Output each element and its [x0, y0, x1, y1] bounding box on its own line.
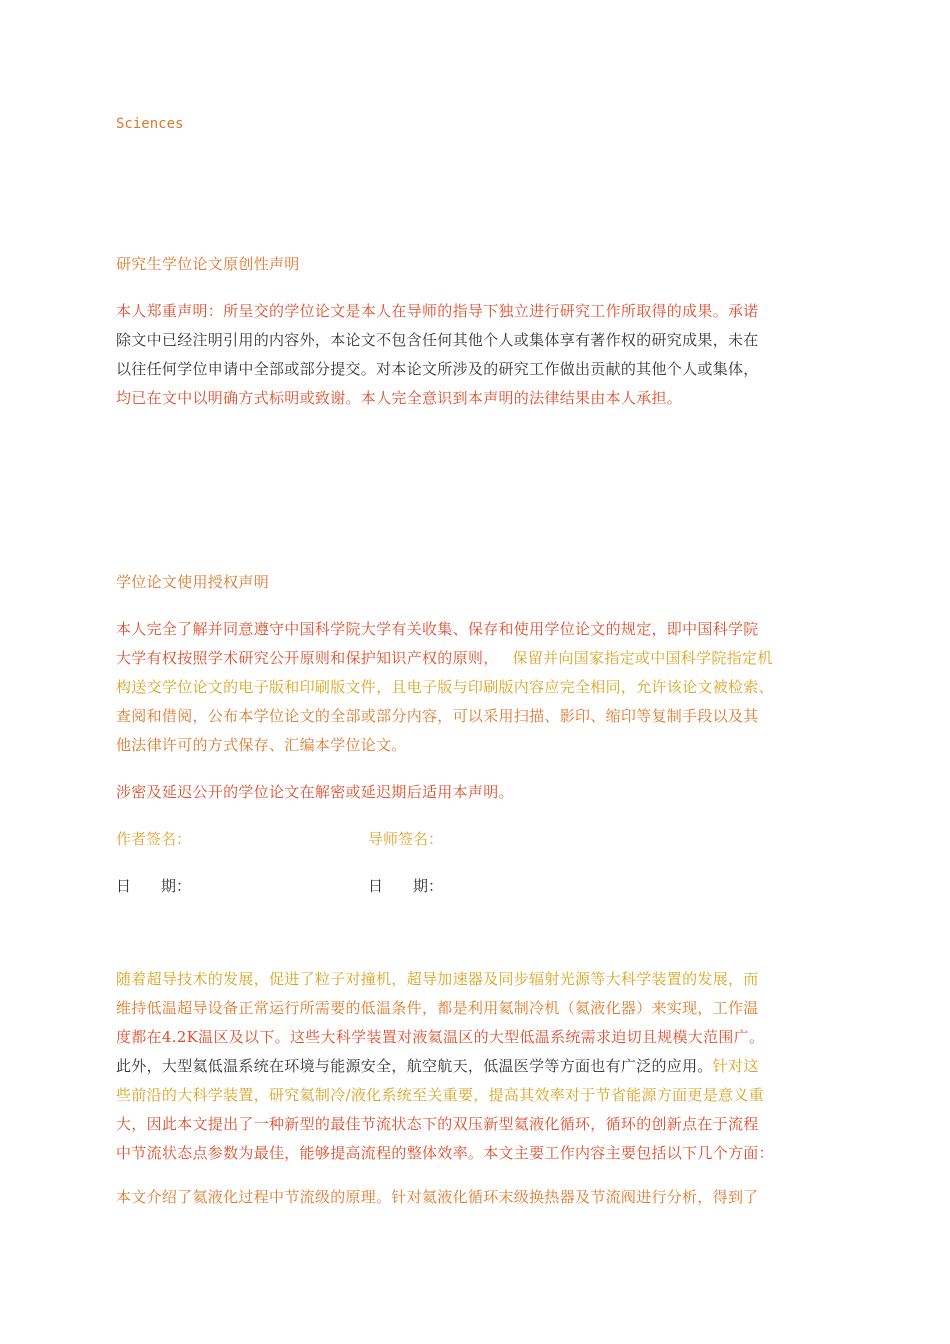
- authorization-body: [116, 615, 832, 760]
- abstract-line-7: 中节流状态点参数为最佳，能够提高流程的整体效率。本文主要工作内容主要包括以下几个方面：: [116, 1144, 774, 1162]
- signature-row: [116, 825, 832, 854]
- abstract-line-6: 大，因此本文提出了一种新型的最佳节流状态下的双压新型氦液化循环，循环的创新点在于流程: [116, 1115, 759, 1133]
- author-date-label: 日 期：: [116, 877, 192, 895]
- author-signature-label: 作者签名：: [116, 830, 192, 848]
- advisor-signature-label: 导师签名：: [368, 830, 444, 848]
- authorization-line-4: 查阅和借阅，公布本学位论文的全部或部分内容，可以采用扫描、影印、缩印等复制手段以及其: [116, 707, 759, 725]
- authorization-line-2a: 大学有权按照学术研究公开原则和保护知识产权的原则，: [116, 649, 499, 667]
- abstract-line-4: [116, 1052, 832, 1081]
- originality-line-4: 均已在文中以明确方式标明或致谢。本人完全意识到本声明的法律结果由本人承担。: [116, 389, 683, 407]
- secret-note: 涉密及延迟公开的学位论文在解密或延迟期后适用本声明。: [116, 783, 514, 801]
- abstract-line-1: 随着超导技术的发展，促进了粒子对撞机，超导加速器及同步辐射光源等大科学装置的发展，而: [116, 970, 759, 988]
- abstract-line-3: 度都在4.2K温区及以下。这些大科学装置对液氦温区的大型低温系统需求迫切且规模大范围广。: [116, 1028, 765, 1046]
- abstract-line-2: 维持低温超导设备正常运行所需要的低温条件，都是利用氦制冷机（氦液化器）来实现，工作温: [116, 999, 759, 1017]
- authorization-line-1: 本人完全了解并同意遵守中国科学院大学有关收集、保存和使用学位论文的规定，即中国科学院: [116, 620, 759, 638]
- abstract-line-4b: 针对这: [712, 1057, 759, 1075]
- abstract-paragraph-2: 本文介绍了氦液化过程中节流级的原理。针对氦液化循环末级换热器及节流阀进行分析，得到了: [116, 1188, 759, 1206]
- authorization-line-3: 构送交学位论文的电子版和印刷版文件，且电子版与印刷版内容应完全相同，允许该论文被检索、: [116, 678, 774, 696]
- originality-line-3: 以往任何学位申请中全部或部分提交。对本论文所涉及的研究工作做出贡献的其他个人或集体，: [116, 360, 759, 378]
- authorization-title: 学位论文使用授权声明: [116, 573, 270, 591]
- abstract-line-4a: 此外，大型氦低温系统在环境与能源安全，航空航天，低温医学等方面也有广泛的应用。: [116, 1057, 713, 1075]
- originality-title: 研究生学位论文原创性声明: [116, 255, 300, 273]
- originality-line-1: 本人郑重声明：所呈交的学位论文是本人在导师的指导下独立进行研究工作所取得的成果。承诺: [116, 302, 759, 320]
- abstract-paragraph-1: [116, 965, 832, 1168]
- header-word: Sciences: [116, 116, 184, 132]
- originality-line-2: 除文中已经注明引用的内容外，本论文不包含任何其他个人或集体享有著作权的研究成果，未在: [116, 331, 759, 349]
- date-row: [116, 872, 832, 901]
- advisor-date-label: 日 期：: [368, 877, 444, 895]
- authorization-line-5: 他法律许可的方式保存、汇编本学位论文。: [116, 736, 407, 754]
- authorization-line-2: [116, 644, 832, 673]
- originality-body: [116, 297, 832, 413]
- abstract-line-5: 些前沿的大科学装置，研究氦制冷/液化系统至关重要，提高其效率对于节省能源方面更是意义重: [116, 1086, 764, 1104]
- authorization-line-2b: 保留并向国家指定或中国科学院指定机: [512, 649, 773, 667]
